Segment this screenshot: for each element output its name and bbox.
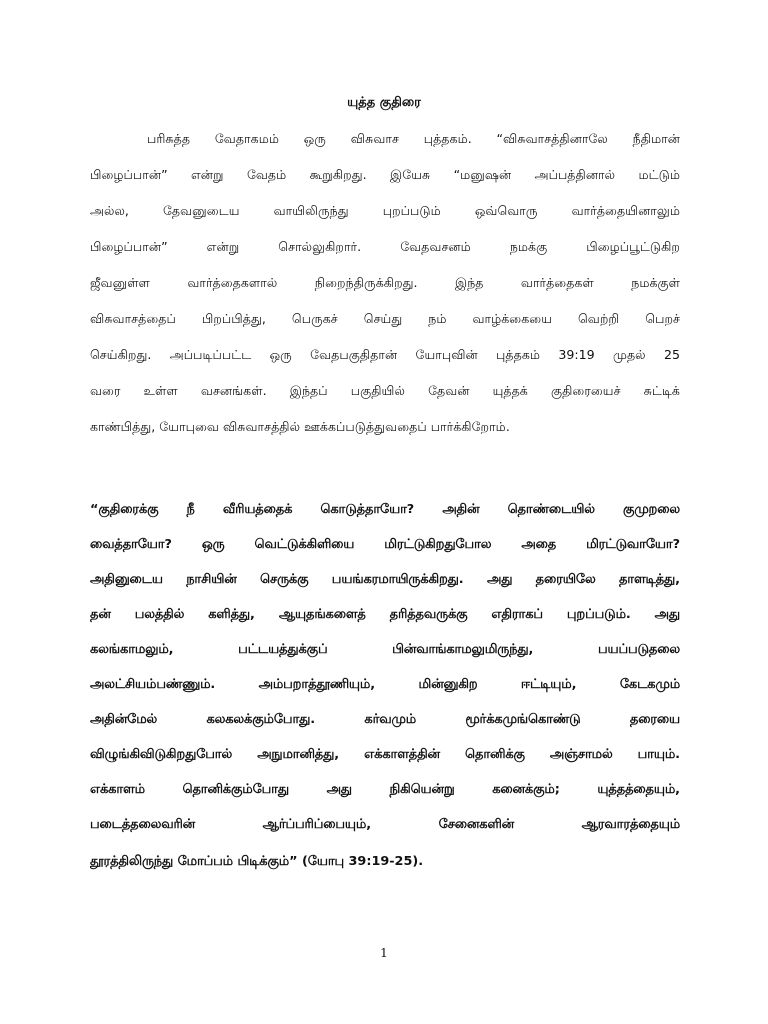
paragraph-line: வரை உள்ள வசனங்கள். இந்தப் பகுதியில் தேவன் யுத்தக் குதிரையைச் சுட்டிக் — [90, 383, 680, 398]
page-title: யுத்த குதிரை — [347, 95, 421, 110]
paragraph-line: பிழைப்பான்” என்று சொல்லுகிறார். வேதவசனம் நமக்கு பிழைப்பூட்டுகிற — [90, 239, 680, 254]
paragraph-line: பிழைப்பான்” என்று வேதம் கூறுகிறது. இயேசு “மனுஷன் அப்பத்தினால் மட்டும் — [90, 167, 680, 182]
paragraph-line: விசுவாசத்தைப் பிறப்பித்து, பெருகச் செய்து நம் வாழ்க்கையை வெற்றி பெறச் — [90, 311, 680, 326]
quote-line: கலங்காமலும், பட்டயத்துக்குப் பின்வாங்காமலுமிருந்து, பயப்படுதலை — [90, 642, 680, 657]
quote-line: படைத்தலைவரின் ஆர்ப்பரிப்பையும், சேனைகளின் ஆரவாரத்தையும் — [90, 817, 680, 832]
paragraph-line: செய்கிறது. அப்படிப்பட்ட ஒரு வேதபகுதிதான் யோபுவின் புத்தகம் 39:19 முதல் 25 — [90, 347, 680, 362]
quote-line: வைத்தாயோ? ஒரு வெட்டுக்கிளியை மிரட்டுகிறதுபோல அதை மிரட்டுவாயோ? — [90, 537, 680, 552]
paragraph-line: காண்பித்து, யோபுவை விசுவாசத்தில் ஊக்கப்படுத்துவதைப் பார்க்கிறோம். — [90, 419, 510, 434]
quote-line: எக்காளம் தொனிக்கும்போது அது நிகியென்று கனைக்கும்; யுத்தத்தையும், — [90, 782, 680, 797]
quote-line: அலட்சியம்பண்ணும். அம்பறாத்தூணியும், மின்னுகிற ஈட்டியும், கேடகமும் — [90, 677, 680, 692]
paragraph-line: பரிசுத்த வேதாகமம் ஒரு விசுவாச புத்தகம். “விசுவாசத்தினாலே நீதிமான் — [147, 131, 680, 146]
quote-line: அதின்மேல் கலகலக்கும்போது. கர்வமும் மூர்க்கமுங்கொண்டு தரையை — [90, 712, 680, 727]
quote-line: தன் பலத்தில் களித்து, ஆயுதங்களைத் தரித்தவருக்கு எதிராகப் புறப்படும். அது — [90, 607, 680, 622]
quote-line: “குதிரைக்கு நீ வீரியத்தைக் கொடுத்தாயோ? அதின் தொண்டையில் குமுறலை — [90, 502, 680, 517]
quote-line: விழுங்கிவிடுகிறதுபோல் அநுமானித்து, எக்காளத்தின் தொனிக்கு அஞ்சாமல் பாயும். — [90, 747, 680, 762]
paragraph-line: அல்ல, தேவனுடைய வாயிலிருந்து புறப்படும் ஒவ்வொரு வார்த்தையினாலும் — [90, 203, 680, 218]
page-number: 1 — [380, 946, 388, 960]
quote-line: தூரத்திலிருந்து மோப்பம் பிடிக்கும்” (யோபு 39:19-25). — [90, 854, 424, 869]
quote-line: அதினுடைய நாசியின் செருக்கு பயங்கரமாயிருக்கிறது. அது தரையிலே தாளடித்து, — [90, 572, 680, 587]
paragraph-line: ஜீவனுள்ள வார்த்தைகளால் நிறைந்திருக்கிறது. இந்த வார்த்தைகள் நமக்குள் — [90, 275, 680, 290]
